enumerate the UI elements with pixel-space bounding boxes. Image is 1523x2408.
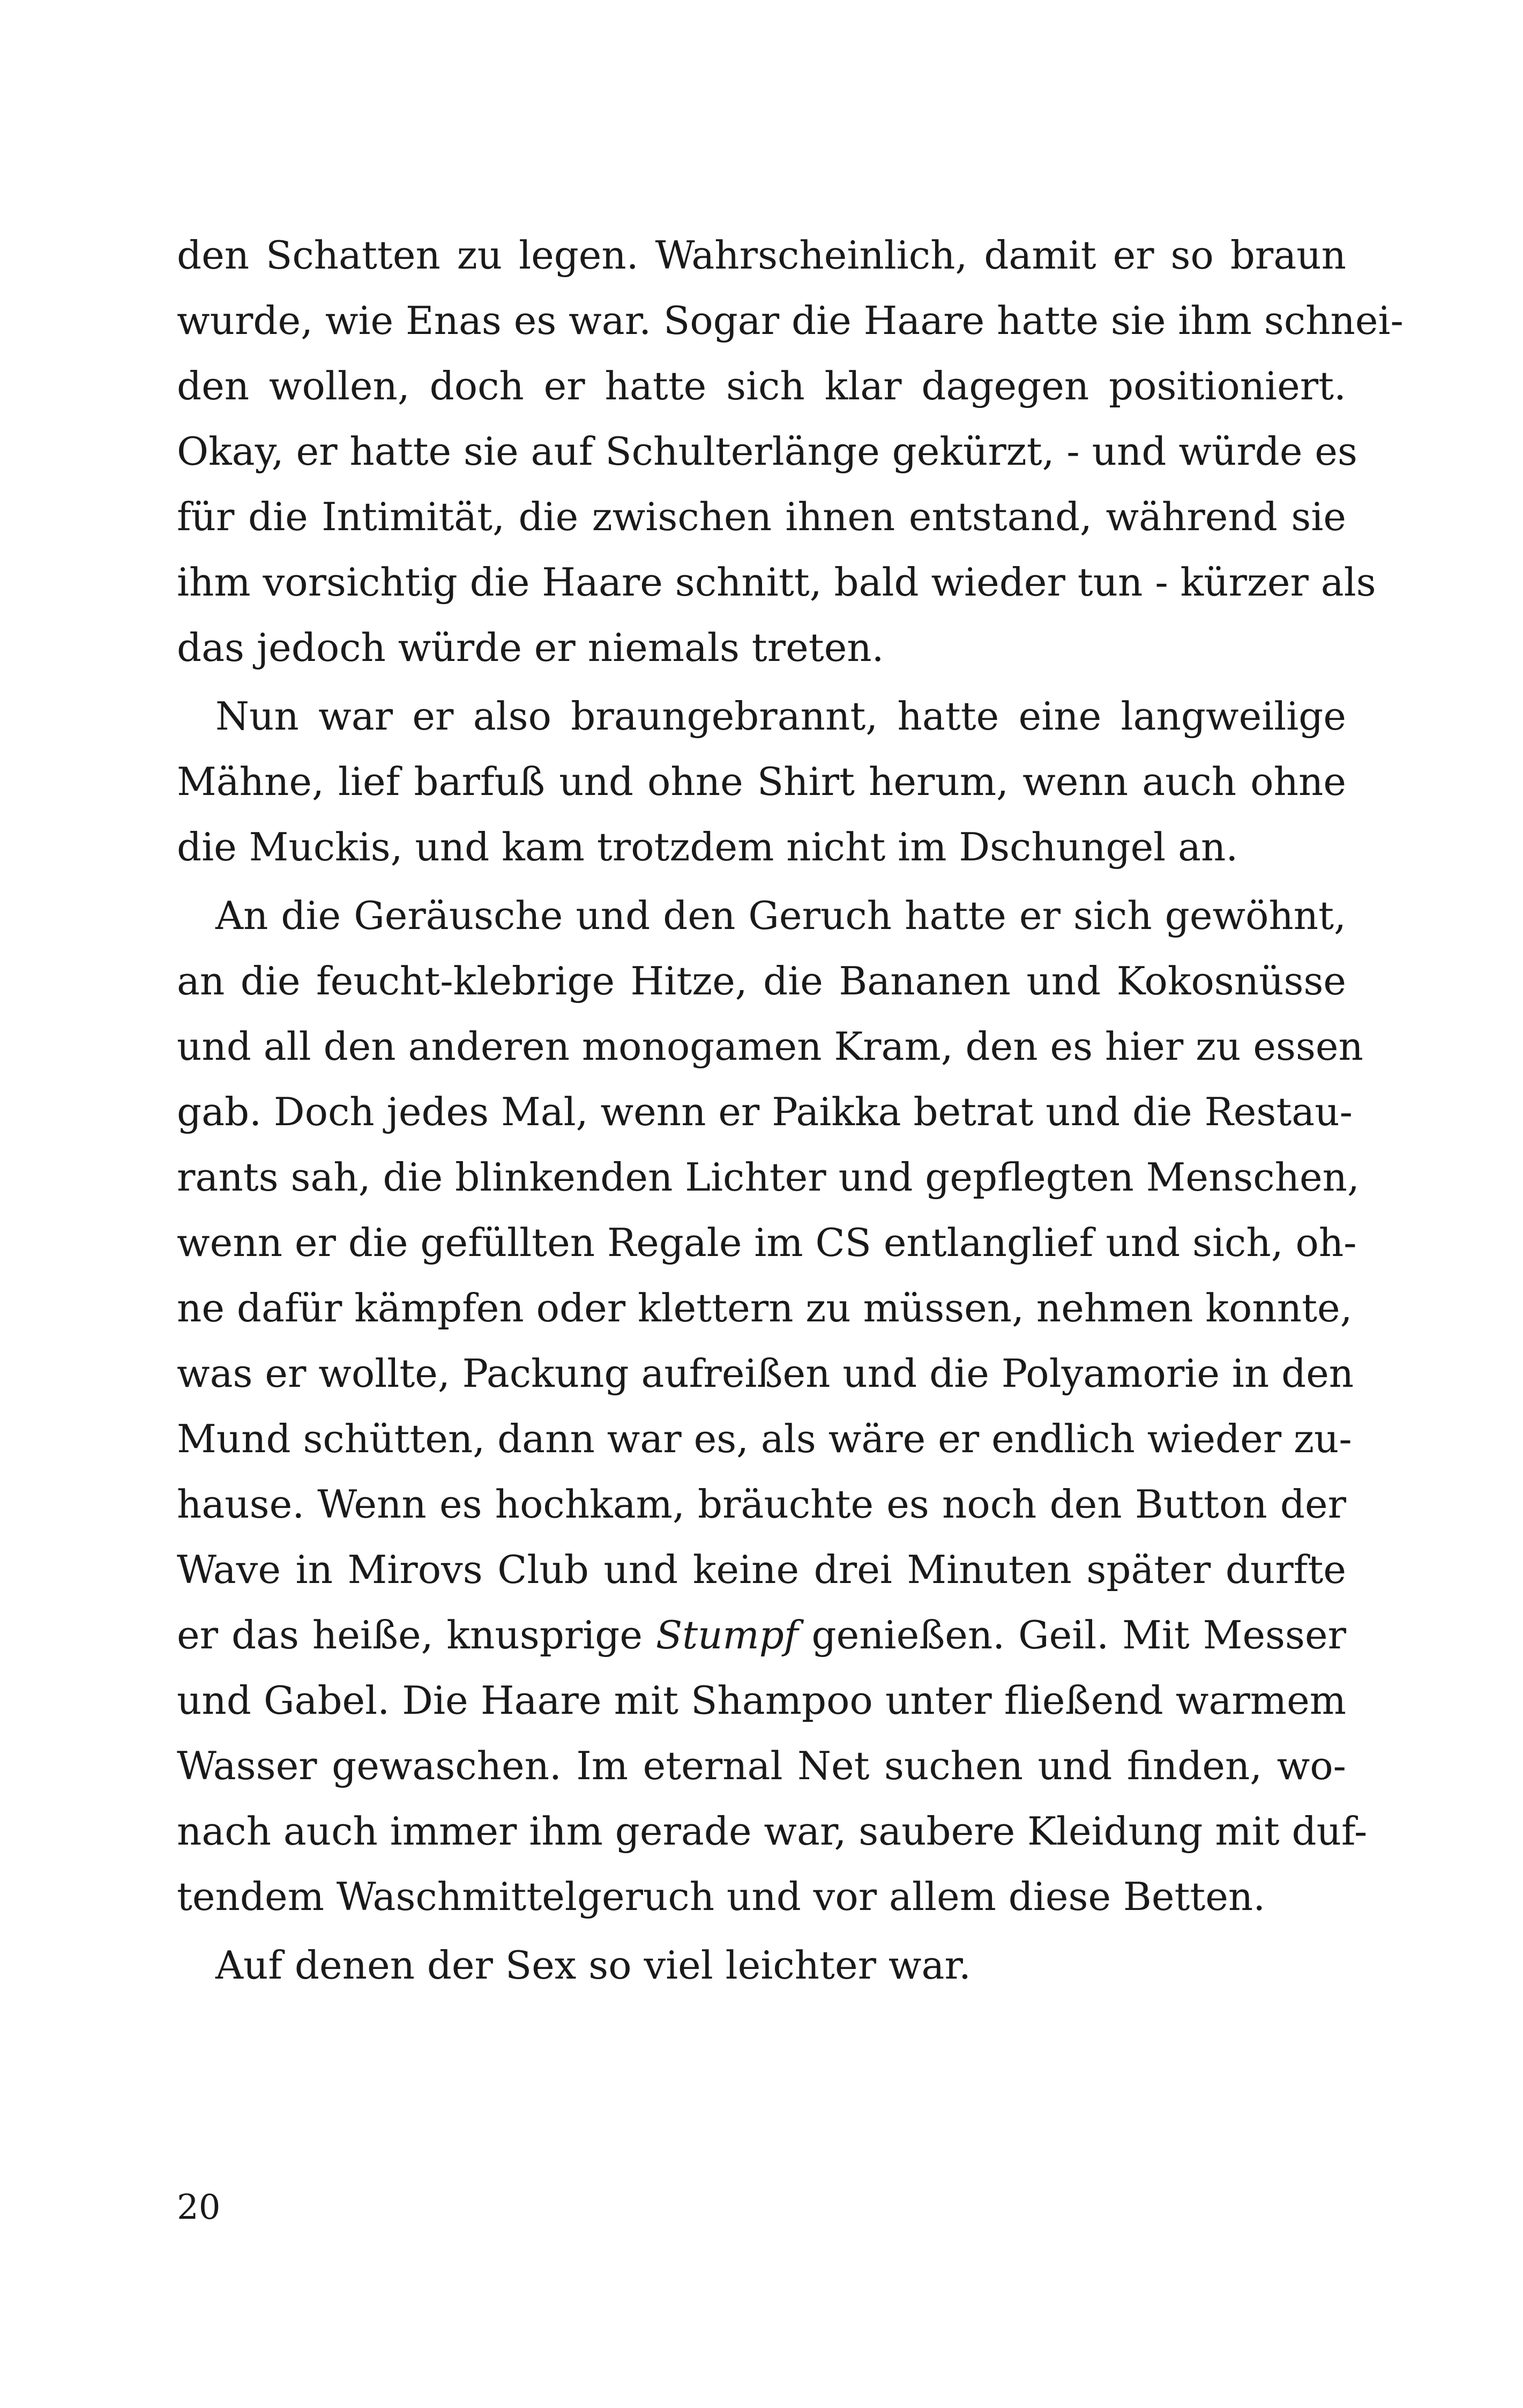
text-line: An die Geräusche und den Geruch hatte er sich gewöhnt, — [215, 893, 1346, 938]
text-line: Auf denen der Sex so viel leichter war. — [215, 1943, 971, 1988]
paragraph-3 — [177, 883, 1368, 1929]
text-line: den wollen, doch er hatte sich klar dagegen positioniert. — [177, 363, 1346, 408]
italic-word: Stumpf — [655, 1612, 798, 1658]
text-line: Wasser gewaschen. Im eternal Net suchen und finden, wo- — [177, 1743, 1346, 1788]
text-line: den Schatten zu legen. Wahrscheinlich, damit er so braun — [177, 233, 1346, 278]
text-line: Mähne, lief barfuß und ohne Shirt herum, wenn auch ohne — [177, 759, 1346, 804]
text-segment: genießen. Geil. Mit Messer — [798, 1612, 1346, 1658]
text-line: die Muckis, und kam trotzdem nicht im Dschungel an. — [177, 824, 1238, 869]
text-line: für die Intimität, die zwischen ihnen entstand, während sie — [177, 494, 1346, 539]
text-line-with-italic — [177, 1602, 1346, 1668]
text-line: und Gabel. Die Haare mit Shampoo unter fließend warmem — [177, 1678, 1346, 1723]
paragraph-1 — [177, 222, 1403, 680]
text-line: gab. Doch jedes Mal, wenn er Paikka betrat und die Restau- — [177, 1089, 1353, 1134]
body-text — [177, 222, 1403, 1998]
paragraph-4 — [177, 1933, 1346, 1998]
text-segment: er das heiße, knusprige — [177, 1612, 656, 1658]
text-line: Mund schütten, dann war es, als wäre er endlich wieder zu- — [177, 1416, 1352, 1461]
text-line: wenn er die gefüllten Regale im CS entlanglief und sich, oh- — [177, 1220, 1357, 1265]
text-line: rants sah, die blinkenden Lichter und gepflegten Menschen, — [177, 1155, 1360, 1200]
text-line: wurde, wie Enas es war. Sogar die Haare hatte sie ihm schnei- — [177, 298, 1403, 343]
text-line: das jedoch würde er niemals treten. — [177, 625, 884, 670]
text-line: Okay, er hatte sie auf Schulterlänge gekürzt, - und würde es — [177, 429, 1357, 474]
text-line: hause. Wenn es hochkam, bräuchte es noch den Button der — [177, 1482, 1346, 1527]
text-line: und all den anderen monogamen Kram, den es hier zu essen — [177, 1024, 1363, 1069]
text-line: was er wollte, Packung aufreißen und die Polyamorie in den — [177, 1351, 1354, 1396]
text-line: ne dafür kämpfen oder klettern zu müssen, nehmen konnte, — [177, 1285, 1353, 1331]
paragraph-2 — [177, 683, 1346, 880]
text-line: Nun war er also braungebrannt, hatte eine langweilige — [215, 694, 1346, 739]
text-line: tendem Waschmittelgeruch und vor allem diese Betten. — [177, 1874, 1266, 1919]
text-line: Wave in Mirovs Club und keine drei Minuten später durfte — [177, 1547, 1346, 1592]
page-number: 20 — [177, 2188, 221, 2227]
text-line: ihm vorsichtig die Haare schnitt, bald wieder tun - kürzer als — [177, 560, 1376, 605]
text-line: an die feucht-klebrige Hitze, die Bananen und Kokosnüsse — [177, 958, 1346, 1004]
text-line: nach auch immer ihm gerade war, saubere Kleidung mit duf- — [177, 1809, 1368, 1854]
